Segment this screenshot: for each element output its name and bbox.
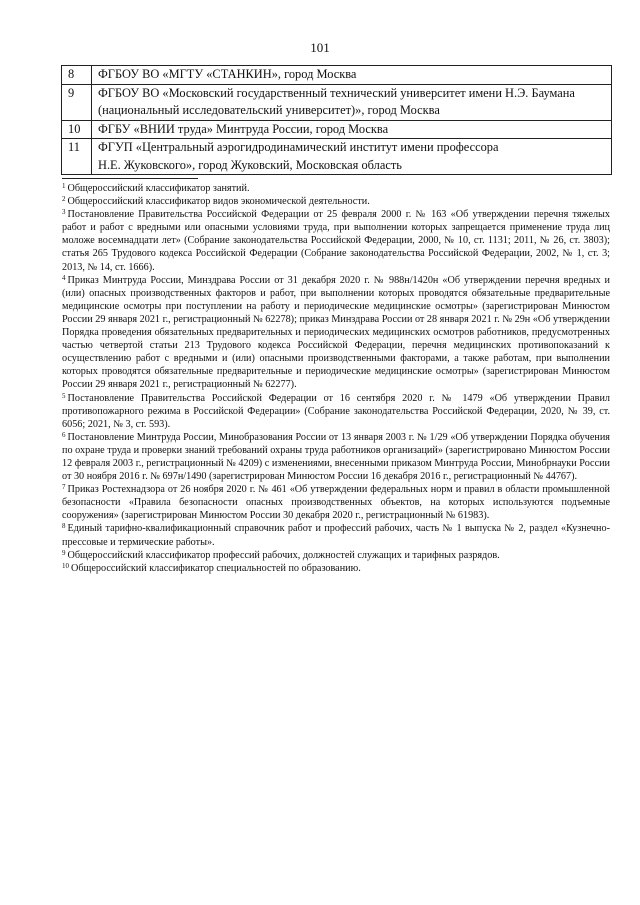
organization-name (92, 66, 612, 85)
footnote (62, 274, 610, 392)
footnote (62, 182, 610, 195)
organization-name-line: ФГБОУ ВО «МГТУ «СТАНКИН», город Москва (98, 67, 357, 81)
footnote-number: 9 (62, 548, 66, 557)
footnote-number: 2 (62, 195, 66, 204)
page-number: 101 (310, 40, 330, 55)
table-row (62, 66, 612, 85)
footnote (62, 562, 610, 575)
organization-name-line: ФГУП «Центральный аэрогидродинамический институт имени профессора (98, 140, 499, 154)
footnote-text: Постановление Минтруда России, Минобразования России от 13 января 2003 г. № 1/29 «Об утверждении Порядка обучения по охране труда и проверки знаний требований охраны труда работников организаций» (зарегистрировано Минюстом России 12 февраля 2003 г., регистрационный № 4209) с изменениями, внесенными приказом Минтруда России, Минобрнауки России от 30 ноября 2016 г. № 697н/1490 (зарегистрирован Минюстом России 16 декабря 2016 г., регистрационный № 44767). (62, 431, 610, 483)
footnote-number: 4 (62, 273, 66, 282)
footnote (62, 195, 610, 208)
row-number: 9 (62, 84, 92, 120)
organizations-table (61, 65, 612, 175)
footnote-separator (62, 178, 198, 179)
organization-name-line: Н.Е. Жуковского», город Жуковский, Московская область (98, 157, 402, 172)
footnote-number: 7 (62, 483, 66, 492)
footnote (62, 208, 610, 273)
footnote-text: Постановление Правительства Российской Федерации от 25 февраля 2000 г. № 163 «Об утверждении перечня тяжелых работ и работ с вредными или опасными условиями труда, при выполнении которых запрещается применение труда лиц моложе восемнадцати лет» (Собрание законодательства Российской Федерации, 2000, № 10, ст. 1131; 2011, № 26, ст. 3803); статья 265 Трудового кодекса Российской Федерации (Собрание законодательства Российской Федерации, 2002, № 1, ст. 3; 2013, № 14, ст. 1666). (62, 209, 610, 273)
table-row (62, 120, 612, 139)
footnote-text: Общероссийский классификатор профессий рабочих, должностей служащих и тарифных разрядов. (67, 549, 500, 561)
footnote-text: Общероссийский классификатор специальностей по образованию. (71, 562, 361, 574)
organization-name (92, 120, 612, 139)
organization-name-line: (национальный исследовательский университет)», город Москва (98, 103, 440, 117)
organization-name (92, 84, 612, 120)
table-row (62, 139, 612, 175)
table-row (62, 84, 612, 120)
footnote-number: 8 (62, 522, 66, 531)
footnote (62, 549, 610, 562)
footnotes-block (62, 182, 610, 575)
row-number: 8 (62, 66, 92, 85)
footnote-text: Приказ Ростехнадзора от 26 ноября 2020 г. № 461 «Об утверждении федеральных норм и правил в области промышленной безопасности «Правила безопасности опасных производственных объектов, на которых используются подъемные сооружения» (зарегистрирован Минюстом России 30 декабря 2020 г., регистрационный № 61983). (62, 484, 610, 522)
footnote (62, 483, 610, 522)
row-number: 10 (62, 120, 92, 139)
footnote-number: 6 (62, 430, 66, 439)
footnote-text: Единый тарифно-квалификационный справочник работ и профессий рабочих, часть № 1 выпуска № 2, раздел «Кузнечно-прессовые и термические работы». (62, 523, 610, 548)
footnote (62, 392, 610, 431)
footnote-text: Приказ Минтруда России, Минздрава России от 31 декабря 2020 г. № 988н/1420н «Об утверждении перечня вредных и (или) опасных производственных факторов и работ, при выполнении которых проводятся обязательные предварительные медицинские осмотры при поступлении на работу и периодические медицинские осмотры» (зарегистрирован Минюстом России 29 января 2021 г., регистрационный № 62278); приказ Минздрава России от 28 января 2021 г. № 29н «Об утверждении Порядка проведения обязательных предварительных и периодических медицинских осмотров работников, предусмотренных частью четвертой статьи 213 Трудового кодекса Российской Федерации, перечня медицинских противопоказаний к осуществлению работ с вредными и (или) опасными производственными факторами, а также работам, при выполнении которых проводятся обязательные предварительные и периодические медицинские осмотры» (зарегистрирован Минюстом России 29 января 2021 г., регистрационный № 62277). (62, 274, 610, 391)
footnote-number: 1 (62, 182, 66, 190)
footnote-text: Общероссийский классификатор занятий. (67, 183, 250, 194)
organization-name-line: ФГБУ «ВНИИ труда» Минтруда России, город Москва (98, 121, 389, 136)
footnote-number: 3 (62, 208, 66, 217)
footnote-text: Постановление Правительства Российской Федерации от 16 сентября 2020 г. № 1479 «Об утверждении Правил противопожарного режима в Российской Федерации» (Собрание законодательства Российской Федерации, 2020, № 39, ст. 6056; 2021, № 3, ст. 593). (62, 392, 610, 430)
footnote-number: 10 (62, 561, 69, 570)
row-number: 11 (62, 139, 92, 175)
organization-name (92, 139, 612, 175)
footnote-text: Общероссийский классификатор видов экономической деятельности. (67, 196, 370, 208)
footnote (62, 431, 610, 483)
footnote (62, 522, 610, 548)
organization-name-line: ФГБОУ ВО «Московский государственный технический университет имени Н.Э. Баумана (98, 85, 575, 100)
footnote-number: 5 (62, 391, 66, 400)
